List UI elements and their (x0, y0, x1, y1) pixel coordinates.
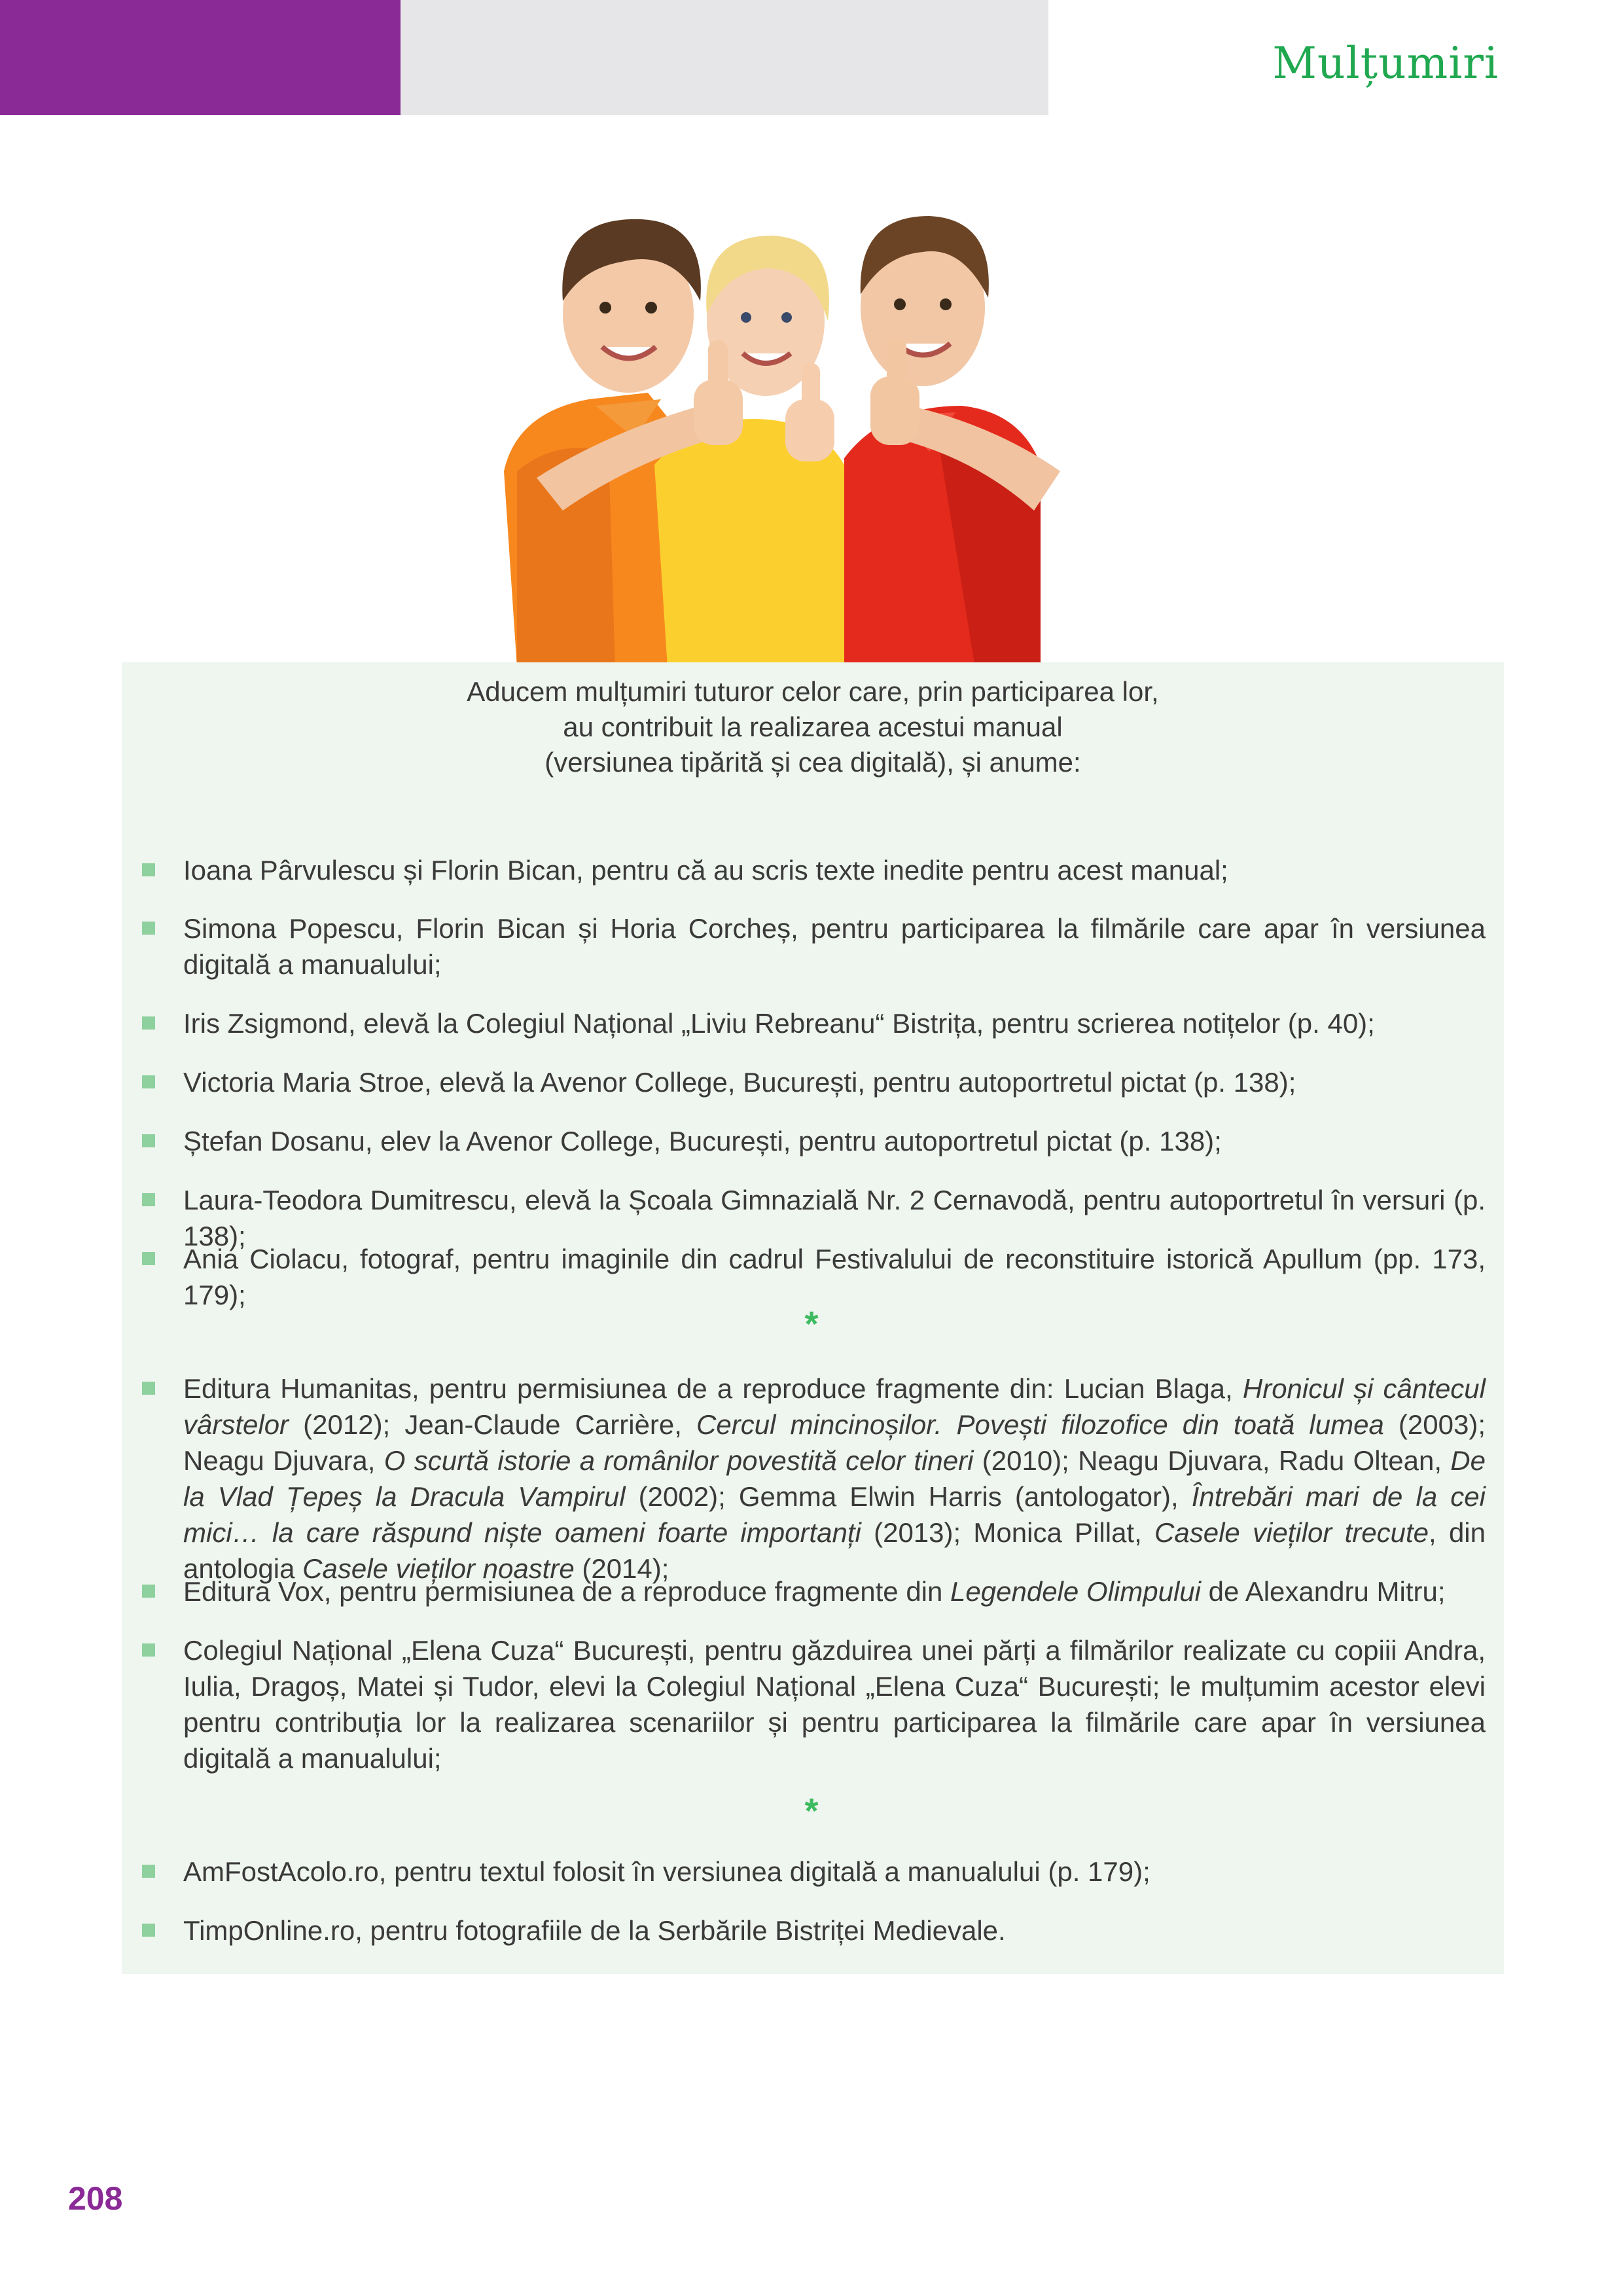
list-item-text: Ștefan Dosanu, elev la Avenor College, București, pentru autoportretul pictat (p. 138); (183, 1126, 1222, 1157)
page-title: Mulțumiri (1272, 38, 1499, 88)
square-bullet-icon (142, 1382, 155, 1395)
italic-title: Casele vieților trecute (1154, 1517, 1429, 1548)
list-item-text: Laura-Teodora Dumitrescu, elevă la Școala Gimnazială Nr. 2 Cernavodă, pentru autoportretul în versuri (p. 138); (183, 1185, 1486, 1251)
text-segment: de Alexandru Mitru; (1200, 1576, 1446, 1607)
text-segment: (2012); Jean-Claude Carrière, (289, 1409, 697, 1440)
text-segment: (2003); Neagu Djuvara, (183, 1409, 1486, 1476)
list-item (183, 1854, 1486, 1890)
list-item-text: AmFostAcolo.ro, pentru textul folosit în versiunea digitală a manualului (p. 179); (183, 1856, 1150, 1887)
text-segment: Editura Humanitas, pentru permisiunea de a reproduce fragmente din: Lucian Blaga, (183, 1373, 1243, 1404)
list-item (183, 910, 1486, 982)
square-bullet-icon (142, 922, 155, 935)
italic-title: De la Vlad Țepeș la Dracula Vampirul (183, 1445, 1486, 1512)
list-item-text: TimpOnline.ro, pentru fotografiile de la Serbările Bistriței Medievale. (183, 1915, 1006, 1946)
intro-line: Aducem mulțumiri tuturor celor care, prin participarea lor, (467, 676, 1159, 707)
section-separator-star: * (804, 1304, 819, 1344)
list-item-text: Victoria Maria Stroe, elevă la Avenor College, București, pentru autoportretul pictat (p. 138); (183, 1067, 1296, 1098)
text-segment: , din antologia (183, 1517, 1486, 1584)
page-number: 208 (68, 2180, 123, 2217)
square-bullet-icon (142, 1585, 155, 1598)
list-item-text: Colegiul Național „Elena Cuza“ București, pentru găzduirea unei părți a filmărilor realizate cu copiii Andra, Iulia, Dragoș, Matei și Tudor, elevi la Colegiul Național „Elena Cuza“ București; le mulțumim acestor elevi pentru contribuția lor la realizarea scenariilor și pentru participarea la filmările care apar în versiunea digitală a manualului; (183, 1635, 1486, 1774)
list-item-text-vox (183, 1573, 1486, 1609)
header-grey-bar (401, 0, 1048, 115)
text-segment: (2014); (574, 1553, 669, 1584)
italic-title: Întrebări mari de la cei mici… la care răspund niște oameni foarte importanți (183, 1481, 1486, 1548)
intro-line: (versiunea tipărită și cea digitală), și anume: (544, 747, 1081, 778)
list-item (183, 1123, 1486, 1159)
intro-line: au contribuit la realizarea acestui manual (563, 711, 1063, 742)
list-item (183, 852, 1486, 888)
header-accent-bar (0, 0, 401, 115)
square-bullet-icon (142, 1193, 155, 1206)
list-item (183, 1005, 1486, 1041)
list-item-text: Iris Zsigmond, elevă la Colegiul Național „Liviu Rebreanu“ Bistrița, pentru scrierea notițelor (p. 40); (183, 1008, 1375, 1039)
italic-title: Casele vieților noastre (302, 1553, 575, 1584)
children-thumbs-up-photo (478, 190, 1132, 668)
square-bullet-icon (142, 1924, 155, 1937)
italic-title: O scurtă istorie a românilor povestită celor tineri (383, 1445, 974, 1476)
list-item (183, 1573, 1486, 1609)
list-item (183, 1912, 1486, 1948)
list-item-text: Ania Ciolacu, fotograf, pentru imaginile din cadrul Festivalului de reconstituire istorică Apullum (pp. 173, 179); (183, 1244, 1486, 1310)
list-item (183, 1241, 1486, 1313)
list-item (183, 1632, 1486, 1776)
list-item-text: Simona Popescu, Florin Bican și Horia Corcheș, pentru participarea la filmările care apar în versiunea digitală a manualului; (183, 913, 1486, 980)
intro-paragraph (122, 674, 1504, 780)
square-bullet-icon (142, 1252, 155, 1265)
text-segment: (2010); Neagu Djuvara, Radu Oltean, (973, 1445, 1451, 1476)
square-bullet-icon (142, 1865, 155, 1878)
list-item-text-humanitas (183, 1371, 1486, 1587)
italic-title: Cercul mincinoșilor. Povești filozofice din toată lumea (696, 1409, 1384, 1440)
square-bullet-icon (142, 1134, 155, 1147)
square-bullet-icon (142, 1016, 155, 1030)
italic-title: Legendele Olimpului (950, 1576, 1201, 1607)
section-separator-star: * (804, 1791, 819, 1831)
list-item (183, 1064, 1486, 1100)
square-bullet-icon (142, 1643, 155, 1657)
text-segment: Editura Vox, pentru permisiunea de a reproduce fragmente din (183, 1576, 951, 1607)
square-bullet-icon (142, 863, 155, 876)
text-segment: (2013); Monica Pillat, (861, 1517, 1155, 1548)
list-item-text: Ioana Pârvulescu și Florin Bican, pentru că au scris texte inedite pentru acest manual; (183, 855, 1228, 886)
square-bullet-icon (142, 1075, 155, 1088)
italic-title: Hronicul și cântecul vârstelor (183, 1373, 1486, 1440)
text-segment: (2002); Gemma Elwin Harris (antologator), (625, 1481, 1192, 1512)
list-item (183, 1371, 1486, 1587)
